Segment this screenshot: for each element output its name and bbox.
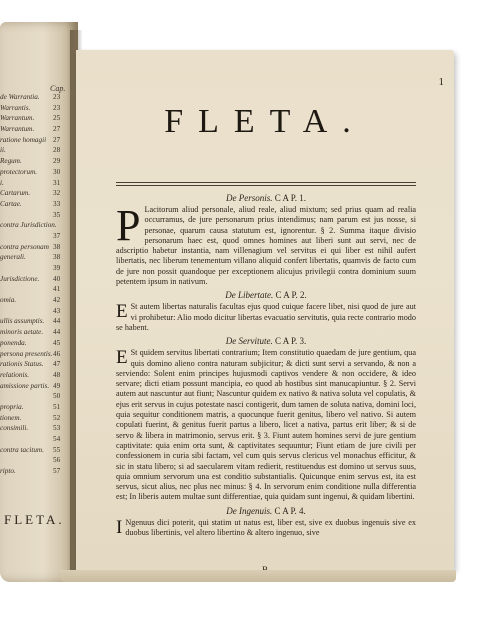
index-line-text: amissione partis.	[0, 381, 50, 390]
chapter-heading	[116, 192, 416, 205]
index-line-number: 47	[53, 360, 61, 369]
left-page-header: Cap.	[50, 84, 66, 93]
index-line-text: de Warrantia.	[0, 93, 40, 101]
index-line-number: 43	[53, 306, 61, 315]
chapter-heading-number: C A P. 4.	[274, 505, 306, 516]
index-line	[0, 434, 78, 445]
index-line-number: 52	[53, 413, 61, 422]
index-line-text: i.	[0, 178, 4, 187]
index-line-number: 40	[53, 274, 61, 283]
index-line	[0, 92, 78, 103]
index-line-number: 54	[53, 435, 61, 443]
index-line	[0, 445, 78, 456]
index-line-number: 31	[53, 178, 61, 187]
index-line-number: 38	[53, 242, 61, 251]
right-page	[76, 50, 454, 570]
chapter-heading-title: De Libertate.	[225, 290, 274, 301]
index-line-number: 48	[53, 370, 61, 379]
chapter-text	[116, 348, 416, 502]
page-edge	[60, 570, 456, 582]
chapter-heading-number: C A P. 3.	[274, 336, 307, 347]
index-line	[0, 242, 78, 253]
index-line	[0, 423, 78, 434]
index-line-number: 35	[53, 210, 61, 219]
chapter-body: Ngenuus dici poterit, qui statim ut natus est, liber est, sive ex duobus ingenuis sive ex duobus libertinis, vel altero libertino & altero ingenuo, sive	[125, 517, 416, 538]
index-line	[0, 466, 78, 477]
index-line-text: Jurisdictione.	[0, 274, 40, 283]
index-line-number: 41	[53, 285, 61, 294]
index-line-text: ripto.	[0, 467, 16, 476]
index-line	[0, 145, 78, 156]
index-line-number: 23	[53, 93, 61, 101]
index-line-text: contra Jurisdiction.	[0, 221, 57, 230]
index-line-text: ii.	[0, 146, 6, 155]
index-line	[0, 231, 78, 242]
index-line	[0, 124, 78, 135]
index-line	[0, 156, 78, 167]
index-line	[0, 178, 78, 189]
index-line	[0, 391, 78, 402]
chapter-heading-title: De Servitute.	[225, 336, 273, 347]
index-line-text: relationis.	[0, 370, 30, 379]
index-line-text: protectorum.	[0, 167, 38, 176]
index-line-text: contra personam	[0, 242, 49, 251]
index-line	[0, 210, 78, 221]
left-page-index	[0, 92, 78, 477]
index-line	[0, 381, 78, 392]
index-line-text: ullis assumptis.	[0, 317, 45, 326]
index-line-number: 57	[53, 467, 61, 476]
index-line-text: ponenda.	[0, 338, 27, 347]
left-page-footer: FLETA.	[4, 512, 65, 527]
index-line-number: 25	[53, 114, 61, 123]
index-line	[0, 413, 78, 424]
index-line	[0, 284, 78, 295]
index-line-text: persona presentis.	[0, 349, 53, 358]
chapter-heading-title: De Ingenuis.	[226, 505, 273, 516]
index-line-text: minoris aetate.	[0, 328, 44, 337]
initial-letter: P	[116, 201, 141, 250]
index-line-number: 39	[53, 264, 61, 272]
chapter-heading-number: C A P. 2.	[275, 290, 307, 301]
chapter-text	[116, 518, 416, 539]
index-line-text: tionem.	[0, 413, 22, 422]
index-line-text: contra tacitum.	[0, 445, 44, 454]
index-line-text: generali.	[0, 253, 26, 262]
chapter-text	[116, 201, 416, 287]
chapter-heading-number: C A P. 1.	[274, 193, 307, 203]
index-line-text: omia.	[0, 296, 17, 305]
index-line-number: 53	[53, 424, 61, 433]
index-line	[0, 220, 78, 231]
index-line	[0, 199, 78, 210]
index-line	[0, 188, 78, 199]
index-line	[0, 306, 78, 317]
index-line	[0, 167, 78, 178]
chapter-body: Lacitorum aliud personale, aliud reale, aliud mixtum; sed prius quam ad realia occurramus, de jure personarum prius intendimus; nam parum est jus nosse, si personae, quarum causa statutum est, ignorentur. § 2. Summa itaque divisio personarum haec est, quod omnes homines aut liberi sunt aut servi, nec de adscriptio habetur instantia, nam villenagium vel servitus ei qui liber est nihil aufert libertatis, nec liberum tenementum villano aliquid confert libertatis, quamvis de facto cum de jure non possit quandoque per exceptionem alicujus privilegii contra dominium suum petentem ipsum in nativum.	[116, 205, 416, 287]
index-line-number: 51	[53, 402, 61, 411]
index-line-text: Cartae.	[0, 199, 22, 208]
index-line	[0, 113, 78, 124]
index-line-text: Warrantum.	[0, 125, 35, 134]
index-line	[0, 327, 78, 338]
index-line	[0, 349, 78, 360]
index-line-number: 50	[53, 392, 61, 401]
index-line-number: 45	[53, 338, 61, 347]
index-line-number: 33	[53, 199, 61, 208]
index-line-number: 28	[53, 146, 61, 155]
index-line-number: 23	[53, 103, 61, 112]
title-rule	[116, 185, 416, 186]
index-line-text: consimili.	[0, 424, 29, 433]
index-line-number: 27	[53, 135, 61, 144]
chapter-heading-title: De Personis.	[225, 193, 273, 203]
initial-letter: E	[116, 347, 128, 369]
index-line	[0, 359, 78, 370]
title-rule	[116, 182, 416, 183]
index-line-number: 56	[53, 456, 61, 465]
index-line	[0, 135, 78, 146]
index-line	[0, 263, 78, 274]
text-column	[116, 190, 416, 538]
index-line	[0, 316, 78, 327]
chapter-heading	[116, 505, 416, 518]
index-line	[0, 455, 78, 466]
index-line-text: propria.	[0, 402, 24, 411]
index-line-number: 30	[53, 167, 61, 176]
index-line-text: Warrantum.	[0, 114, 35, 123]
index-line	[0, 338, 78, 349]
chapter-body: St autem libertas naturalis facultas ejus quod cuique facere libet, nisi quod de jure aut vi prohibetur: Alio modo dicitur libertas evacuatio servitutis, quia recte contrario modo se habent.	[116, 302, 416, 332]
index-line-number: 44	[53, 317, 61, 326]
index-line-number: 37	[53, 231, 61, 240]
index-line-number: 32	[53, 189, 61, 198]
chapter-body: St quidem servitus libertati contrarium; Item constitutio quaedam de jure gentium, qua quis domino alieno contra naturam subjicitur; & dicti sunt servi a servando, & non a serviendo: Solent enim principes hujusmodi captivos vendere & non occidere, & ideo servare; dicti etiam possunt mancipia, eo quod ab hostibus sint manucapiuntur. § 2. Servi autem aut nascuntur aut fiunt; Nascuntur quidem ex nativo & nativa soluta vel copulatis, & ejus erit servus in cujus potestate nasci contigerit, dum tamen de soluta nativa, domini loci, quia sequitur conditionem matris, a quocunque fuerit genitus, libero vel nativo. Si autem copulati fuerint, & genitus fuerit partus a libero, licet a nativa, partus erit liber; & si de servo & libera in matrimonio, servus erit. § 3. Fiunt autem homines servi de jure gentium captivitate: quia enim orta sunt, & captivitates sequuntur; Fiunt etiam de jure civili per confessionem in curia sibi factam, vel cum quis servus clericus vel monachus efficitur, & sic in statu libero; si ad saecularem vitam redierit, restituendus est domino ut servus suus, quia omnium servorum una est conditio substantialis. Quicunque enim servus est, ita est servus, sicut alius, nec plus nec minus: § 4. In servorum enim conditione nulla differentia est; In liberis autem multae sunt differentiae, quia quidam sunt ingenui, & quidam libertini.	[116, 348, 416, 502]
index-line-text: rationis Status.	[0, 360, 44, 369]
index-line-number: 44	[53, 328, 61, 337]
chapter-heading	[116, 289, 416, 302]
initial-letter: I	[116, 516, 123, 538]
index-line-number: 38	[53, 253, 61, 262]
index-line-number: 27	[53, 125, 61, 134]
index-line	[0, 274, 78, 285]
index-line-number: 55	[53, 445, 61, 454]
index-line	[0, 295, 78, 306]
initial-letter: E	[116, 301, 128, 323]
index-line-text: Regum.	[0, 157, 22, 166]
page-title: FLETA.	[164, 103, 366, 140]
index-line-text: ratione homagii	[0, 135, 47, 144]
page-number: 1	[438, 76, 444, 88]
index-line-number: 29	[53, 157, 61, 166]
index-line	[0, 402, 78, 413]
index-line	[0, 370, 78, 381]
index-line-number: 46	[53, 349, 61, 358]
index-line-text: Warrantis.	[0, 103, 31, 112]
chapter-heading	[116, 335, 416, 348]
left-page	[0, 22, 78, 582]
index-line-number: 42	[53, 296, 61, 305]
index-line	[0, 252, 78, 263]
chapter-text	[116, 302, 416, 333]
index-line	[0, 103, 78, 114]
index-line-text: Cartarum.	[0, 189, 31, 198]
index-line-number: 49	[53, 381, 61, 390]
